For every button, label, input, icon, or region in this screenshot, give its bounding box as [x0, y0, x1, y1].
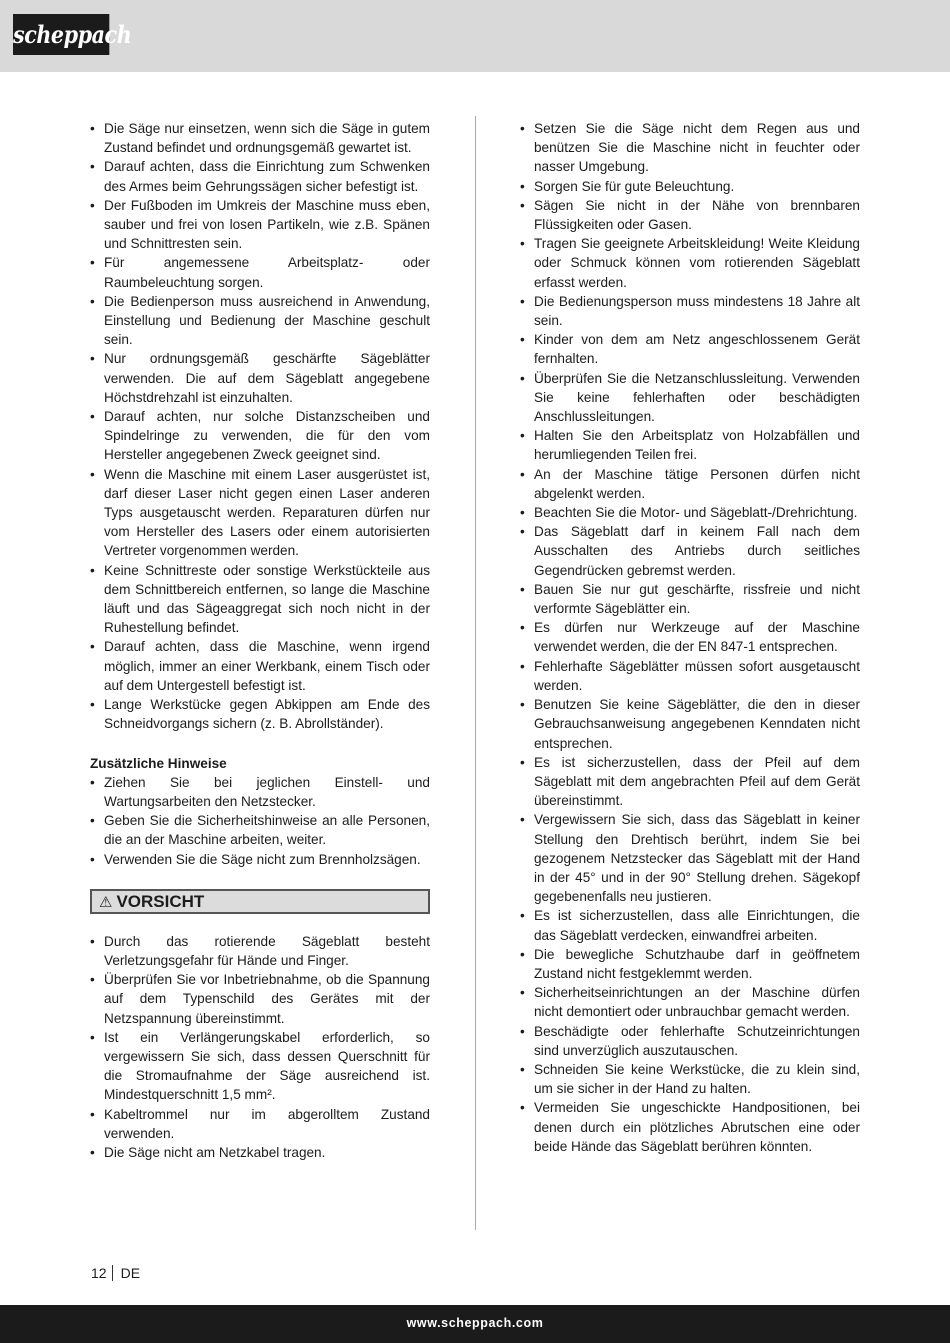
list-item: • Vergewissern Sie sich, dass das Sägeblatt in keiner Stellung den Drehtisch berührt, indem Sie bei gezogenem Netzstecker das Sägeblatt mit der Hand in der 45° und in der 90° Stellung drehen. Sägekopf gegebenenfalls neu justieren.: [520, 810, 860, 906]
list-item: • Überprüfen Sie vor Inbetriebnahme, ob die Spannung auf dem Typenschild des Gerätes mit der Netzspannung übereinstimmt.: [90, 970, 430, 1028]
list-item: • Halten Sie den Arbeitsplatz von Holzabfällen und herumliegenden Teilen frei.: [520, 426, 860, 464]
page-number-value: 12: [91, 1265, 107, 1281]
column-divider: [475, 116, 476, 1230]
list-item: • Geben Sie die Sicherheitshinweise an alle Personen, die an der Maschine arbeiten, weiter.: [90, 811, 430, 849]
scheppach-logo: scheppach: [13, 14, 109, 55]
list-item: • Sorgen Sie für gute Beleuchtung.: [520, 177, 860, 196]
list-item: • Es ist sicherzustellen, dass der Pfeil auf dem Sägeblatt mit dem angebrachten Pfeil auf dem Gerät übereinstimmt.: [520, 753, 860, 811]
list-item: • Keine Schnittreste oder sonstige Werkstückteile aus dem Schnittbereich entfernen, so lange die Maschine läuft und das Sägeaggregat sich noch nicht in der Ruhestellung befindet.: [90, 561, 430, 638]
list-item: • Es dürfen nur Werkzeuge auf der Maschine verwendet werden, die der EN 847-1 entsprechen.: [520, 618, 860, 656]
list-item: • Die bewegliche Schutzhaube darf in geöffnetem Zustand nicht festgeklemmt werden.: [520, 945, 860, 983]
list-item: • Die Bedienperson muss ausreichend in Anwendung, Einstellung und Bedienung der Maschine geschult sein.: [90, 292, 430, 350]
list-item: • Vermeiden Sie ungeschickte Handpositionen, bei denen durch ein plötzliches Abrutschen eine oder beide Hände das Sägeblatt berühren könnten.: [520, 1098, 860, 1156]
list-item: • Sicherheitseinrichtungen an der Maschine dürfen nicht demontiert oder unbrauchbar gemacht werden.: [520, 983, 860, 1021]
list-item: • Schneiden Sie keine Werkstücke, die zu klein sind, um sie sicher in der Hand zu halten.: [520, 1060, 860, 1098]
caution-title: VORSICHT: [116, 891, 205, 911]
list-item: • Darauf achten, nur solche Distanzscheiben und Spindelringe zu verwenden, die für den vom Hersteller angegebenen Zweck geeignet sind.: [90, 407, 430, 465]
list-item: • Kinder von dem am Netz angeschlossenem Gerät fernhalten.: [520, 330, 860, 368]
list-item: • An der Maschine tätige Personen dürfen nicht abgelenkt werden.: [520, 465, 860, 503]
list-item: • Fehlerhafte Sägeblätter müssen sofort ausgetauscht werden.: [520, 657, 860, 695]
list-item: • Durch das rotierende Sägeblatt besteht Verletzungsgefahr für Hände und Finger.: [90, 932, 430, 970]
list-item: • Ist ein Verlängerungskabel erforderlich, so vergewissern Sie sich, dass dessen Querschnitt für die Stromaufnahme der Säge ausreichend ist. Mindestquerschnitt 1,5 mm².: [90, 1028, 430, 1105]
left-column: [90, 119, 430, 1162]
list-item: • Verwenden Sie die Säge nicht zum Brennholzsägen.: [90, 850, 430, 869]
list-item: • Bauen Sie nur gut geschärfte, rissfreie und nicht verformte Sägeblätter ein.: [520, 580, 860, 618]
list-item: • Nur ordnungsgemäß geschärfte Sägeblätter verwenden. Die auf dem Sägeblatt angegebene Höchstdrehzahl ist einzuhalten.: [90, 349, 430, 407]
safety-list-general: [90, 119, 430, 734]
list-item: • Tragen Sie geeignete Arbeitskleidung! Weite Kleidung oder Schmuck können vom rotierenden Sägeblatt erfasst werden.: [520, 234, 860, 292]
caution-heading-box: [90, 889, 430, 914]
list-item: • Darauf achten, dass die Maschine, wenn irgend möglich, immer an einer Werkbank, einem Tisch oder auf dem Untergestell befestigt ist.: [90, 637, 430, 695]
safety-list-caution: [90, 932, 430, 1162]
list-item: • Der Fußboden im Umkreis der Maschine muss eben, sauber und frei von losen Partikeln, wie z.B. Spänen und Schnittresten sein.: [90, 196, 430, 254]
safety-list-right: [520, 119, 860, 1156]
list-item: • Benutzen Sie keine Sägeblätter, die den in dieser Gebrauchsanweisung angegebenen Kenndaten nicht entsprechen.: [520, 695, 860, 753]
list-item: • Beschädigte oder fehlerhafte Schutzeinrichtungen sind unverzüglich auszutauschen.: [520, 1022, 860, 1060]
list-item: • Darauf achten, dass die Einrichtung zum Schwenken des Armes beim Gehrungssägen sicher befestigt ist.: [90, 157, 430, 195]
list-item: • Wenn die Maschine mit einem Laser ausgerüstet ist, darf dieser Laser nicht gegen einen Laser anderen Typs ausgetauscht werden. Reparaturen dürfen nur vom Hersteller des Lasers oder einem autorisierten Vertreter vorgenommen werden.: [90, 465, 430, 561]
list-item: • Überprüfen Sie die Netzanschlussleitung. Verwenden Sie keine fehlerhaften oder beschädigten Anschlussleitungen.: [520, 369, 860, 427]
right-column: [520, 119, 860, 1156]
list-item: • Kabeltrommel nur im abgerolltem Zustand verwenden.: [90, 1105, 430, 1143]
list-item: • Setzen Sie die Säge nicht dem Regen aus und benützen Sie die Maschine nicht in feuchter oder nasser Umgebung.: [520, 119, 860, 177]
list-item: • Es ist sicherzustellen, dass alle Einrichtungen, die das Sägeblatt verdecken, einwandfrei arbeiten.: [520, 906, 860, 944]
list-item: • Lange Werkstücke gegen Abkippen am Ende des Schneidvorgangs sichern (z. B. Abrollständer).: [90, 695, 430, 733]
list-item: • Die Säge nur einsetzen, wenn sich die Säge in gutem Zustand befindet und ordnungsgemäß gewartet ist.: [90, 119, 430, 157]
page-number: [91, 1264, 140, 1282]
safety-list-additional: [90, 773, 430, 869]
page-number-separator: [112, 1265, 113, 1281]
list-item: • Beachten Sie die Motor- und Sägeblatt-/Drehrichtung.: [520, 503, 860, 522]
list-item: • Die Säge nicht am Netzkabel tragen.: [90, 1143, 430, 1162]
list-item: • Das Sägeblatt darf in keinem Fall nach dem Ausschalten des Antriebs durch seitliches Gegendrücken gebremst werden.: [520, 522, 860, 580]
website-url: www.scheppach.com: [406, 1316, 544, 1330]
list-item: • Für angemessene Arbeitsplatz- oder Raumbeleuchtung sorgen.: [90, 253, 430, 291]
warning-triangle-icon: ⚠: [99, 893, 113, 911]
footer-bar: [0, 1305, 950, 1343]
list-item: • Die Bedienungsperson muss mindestens 18 Jahre alt sein.: [520, 292, 860, 330]
language-code: DE: [120, 1265, 141, 1281]
list-item: • Ziehen Sie bei jeglichen Einstell- und Wartungsarbeiten den Netzstecker.: [90, 773, 430, 811]
header-bar: [0, 0, 950, 72]
list-item: • Sägen Sie nicht in der Nähe von brennbaren Flüssigkeiten oder Gasen.: [520, 196, 860, 234]
section-title-additional-notes: Zusätzliche Hinweise: [90, 755, 227, 771]
